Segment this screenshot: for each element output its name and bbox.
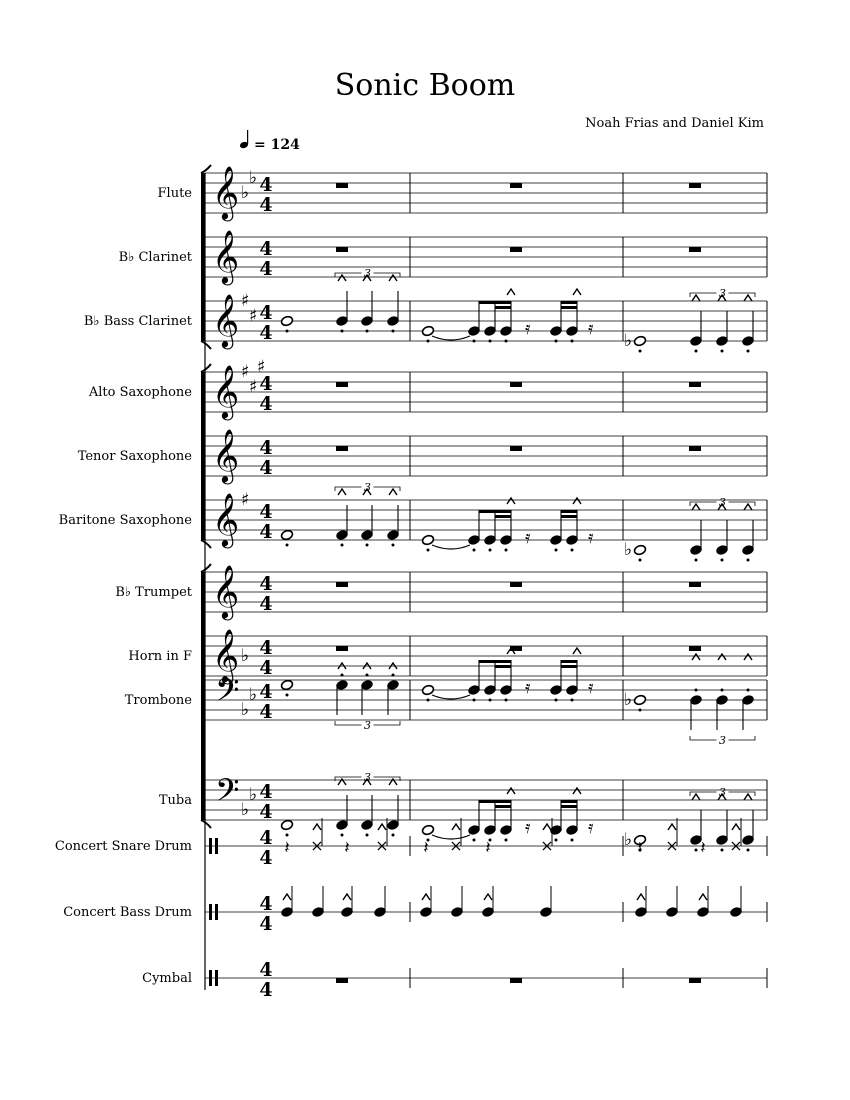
time-signature-top: 4	[259, 681, 273, 703]
whole-rest	[336, 247, 348, 252]
time-signature	[259, 959, 272, 1001]
time-signature	[259, 827, 272, 869]
staccato-dot	[286, 544, 289, 547]
time-signature-top: 4	[259, 501, 273, 523]
sixteenth-rest-icon: 𝄿	[588, 318, 594, 339]
perc-clef-bar	[215, 904, 218, 920]
staccato-dot	[341, 834, 344, 837]
staccato-dot	[747, 559, 750, 562]
marcato-accent	[718, 654, 726, 660]
marcato-accent	[744, 504, 752, 510]
staccato-dot	[505, 549, 508, 552]
time-signature	[259, 437, 272, 479]
marcato-accent	[543, 824, 551, 830]
sixteenth-rest-icon: 𝄿	[588, 527, 594, 548]
instrument-name: B♭ Trumpet	[115, 585, 192, 600]
sharp-icon: ♯	[257, 357, 266, 377]
sharp-icon: ♯	[241, 362, 250, 382]
staccato-dot	[571, 699, 574, 702]
flat-icon: ♭	[241, 800, 250, 820]
marcato-accent	[668, 824, 676, 830]
time-signature-bottom: 4	[259, 979, 273, 1001]
beam	[495, 306, 511, 309]
time-signature	[259, 637, 272, 679]
staccato-dot	[695, 849, 698, 852]
flat-accidental-icon: ♭	[624, 540, 633, 560]
bracket-hook	[201, 341, 211, 349]
staccato-dot	[489, 549, 492, 552]
instrument-name: Tuba	[158, 793, 192, 808]
staccato-dot	[505, 699, 508, 702]
time-signature-bottom: 4	[259, 657, 273, 679]
marcato-accent	[338, 275, 346, 281]
tuplet-number: 3	[719, 287, 726, 300]
marcato-accent	[343, 894, 351, 900]
staff-4-lines	[205, 436, 767, 476]
beam	[561, 800, 577, 803]
flat-accidental-icon: ♭	[624, 690, 633, 710]
marcato-accent	[637, 894, 645, 900]
time-signature-top: 4	[259, 302, 273, 324]
marcato-accent	[422, 894, 430, 900]
tempo-mark	[239, 130, 300, 153]
bracket-hook	[201, 540, 211, 548]
snare-x-notehead: ×	[729, 836, 743, 855]
time-signature-bottom: 4	[259, 847, 273, 869]
staccato-dot	[341, 544, 344, 547]
flat-icon: ♭	[249, 168, 258, 188]
tuplet-number: 3	[364, 719, 371, 732]
whole-rest	[689, 247, 701, 252]
beam	[479, 301, 511, 304]
half-note-head	[280, 529, 293, 541]
beam	[495, 805, 511, 808]
whole-rest	[510, 446, 522, 451]
beam	[495, 665, 511, 668]
sharp-icon: ♯	[241, 291, 250, 311]
staccato-dot	[555, 340, 558, 343]
marcato-accent	[507, 498, 515, 504]
staccato-dot	[392, 834, 395, 837]
staccato-dot	[505, 340, 508, 343]
bracket-hook	[201, 564, 211, 572]
time-signature-top: 4	[259, 781, 273, 803]
whole-rest	[510, 978, 522, 983]
marcato-accent	[507, 788, 515, 794]
sharp-icon: ♯	[249, 306, 258, 326]
staccato-dot	[392, 330, 395, 333]
instrument-name: Cymbal	[142, 971, 192, 986]
time-signature	[259, 893, 272, 935]
whole-rest	[510, 247, 522, 252]
tie	[432, 545, 470, 549]
flat-icon: ♭	[249, 785, 258, 805]
instrument-name: Tenor Saxophone	[77, 449, 192, 464]
tuplet-number: 3	[364, 771, 371, 784]
staccato-dot	[555, 699, 558, 702]
tuplet-number: 3	[719, 496, 726, 509]
staccato-dot	[639, 559, 642, 562]
time-signature-bottom: 4	[259, 593, 273, 615]
time-signature-top: 4	[259, 437, 273, 459]
half-note-head	[280, 679, 293, 691]
treble-clef-icon: 𝄞	[212, 492, 240, 546]
beam	[561, 805, 577, 808]
time-signature-bottom: 4	[259, 393, 273, 415]
instrument-name: Concert Snare Drum	[54, 839, 192, 854]
tuplet-number: 3	[719, 786, 726, 799]
tie	[432, 336, 470, 340]
instrument-name: Flute	[157, 186, 192, 201]
marcato-accent	[389, 489, 397, 495]
staccato-dot	[571, 549, 574, 552]
staccato-dot	[341, 674, 344, 677]
staccato-dot	[473, 340, 476, 343]
staff-1-lines	[205, 237, 767, 277]
staccato-dot	[489, 340, 492, 343]
snare-x-notehead: ×	[665, 836, 679, 855]
half-note-head	[633, 694, 646, 706]
whole-rest	[510, 382, 522, 387]
treble-clef-icon: 𝄞	[212, 165, 240, 219]
snare-x-notehead: ×	[310, 836, 324, 855]
snare-x-notehead: ×	[449, 836, 463, 855]
beam	[495, 515, 511, 518]
whole-rest	[510, 582, 522, 587]
instrument-name: B♭ Clarinet	[118, 250, 192, 265]
staccato-dot	[639, 350, 642, 353]
half-note-head	[421, 824, 434, 836]
score-title: Sonic Boom	[334, 68, 516, 103]
time-signature-top: 4	[259, 373, 273, 395]
sixteenth-rest-icon: 𝄿	[525, 527, 531, 548]
marcato-accent	[699, 894, 707, 900]
whole-rest	[336, 446, 348, 451]
flat-icon: ♭	[241, 646, 250, 666]
staccato-dot	[427, 340, 430, 343]
marcato-accent	[452, 824, 460, 830]
staccato-dot	[286, 834, 289, 837]
whole-rest	[336, 646, 348, 651]
staff-7-lines	[205, 636, 767, 676]
time-signature-top: 4	[259, 573, 273, 595]
sharp-icon: ♯	[241, 490, 250, 510]
whole-rest	[689, 646, 701, 651]
instrument-name: Concert Bass Drum	[63, 905, 192, 920]
time-signature	[259, 501, 272, 543]
whole-rest	[510, 183, 522, 188]
bass-clef-icon: 𝄢	[215, 672, 240, 716]
staccato-dot	[427, 699, 430, 702]
flat-icon: ♭	[241, 700, 250, 720]
whole-rest	[689, 183, 701, 188]
tuplet-bracket	[335, 719, 400, 732]
half-note-head	[280, 819, 293, 831]
time-signature	[259, 573, 272, 615]
instrument-name: B♭ Bass Clarinet	[83, 314, 192, 329]
staccato-dot	[341, 330, 344, 333]
time-signature	[259, 174, 272, 216]
quarter-rest-icon: 𝄽	[423, 838, 429, 858]
staccato-dot	[392, 674, 395, 677]
sixteenth-rest-icon: 𝄿	[588, 817, 594, 838]
instrument-name: Baritone Saxophone	[58, 513, 192, 528]
marcato-accent	[313, 824, 321, 830]
staccato-dot	[555, 549, 558, 552]
half-note-head	[421, 684, 434, 696]
staccato-dot	[427, 549, 430, 552]
whole-rest	[689, 446, 701, 451]
staccato-dot	[721, 350, 724, 353]
beam	[561, 665, 577, 668]
staccato-dot	[366, 544, 369, 547]
snare-x-notehead: ×	[375, 836, 389, 855]
bass-clef-icon: 𝄢	[215, 772, 240, 816]
marcato-accent	[692, 794, 700, 800]
bracket-hook	[201, 165, 211, 173]
tuplet-number: 3	[364, 481, 371, 494]
staccato-dot	[286, 694, 289, 697]
instrument-name: Horn in F	[128, 649, 192, 664]
perc-clef-bar	[209, 838, 212, 854]
staccato-dot	[473, 699, 476, 702]
staccato-dot	[747, 689, 750, 692]
half-note-head	[280, 315, 293, 327]
time-signature-top: 4	[259, 827, 273, 849]
time-signature-top: 4	[259, 637, 273, 659]
marcato-accent	[692, 295, 700, 301]
treble-clef-icon: 𝄞	[212, 293, 240, 347]
time-signature-bottom: 4	[259, 913, 273, 935]
staff-6-lines	[205, 572, 767, 612]
staff-0-lines	[205, 173, 767, 213]
staccato-dot	[747, 350, 750, 353]
tuplet-number: 3	[719, 734, 726, 747]
time-signature-bottom: 4	[259, 322, 273, 344]
tuplet-number: 3	[364, 267, 371, 280]
perc-clef-bar	[209, 970, 212, 986]
quarter-rest-icon: 𝄽	[485, 838, 491, 858]
whole-rest	[689, 382, 701, 387]
marcato-accent	[283, 894, 291, 900]
perc-clef-bar	[215, 838, 218, 854]
bracket-bar	[201, 173, 205, 341]
marcato-accent	[573, 788, 581, 794]
instrument-name: Alto Saxophone	[88, 385, 192, 400]
beam	[561, 660, 577, 663]
marcato-accent	[573, 289, 581, 295]
bracket-bar	[201, 572, 205, 820]
staccato-dot	[392, 544, 395, 547]
quarter-rest-icon: 𝄽	[344, 838, 350, 858]
staccato-dot	[721, 689, 724, 692]
marcato-accent	[744, 794, 752, 800]
time-signature-top: 4	[259, 238, 273, 260]
half-note-head	[421, 534, 434, 546]
time-signature-bottom: 4	[259, 521, 273, 543]
perc-clef-bar	[209, 904, 212, 920]
marcato-accent	[692, 654, 700, 660]
treble-clef-icon: 𝄞	[212, 628, 240, 682]
marcato-accent	[744, 654, 752, 660]
marcato-accent	[573, 648, 581, 654]
tuplet-bracket	[690, 734, 755, 747]
time-signature	[259, 781, 272, 823]
half-note-head	[633, 544, 646, 556]
marcato-accent	[484, 894, 492, 900]
staccato-dot	[571, 839, 574, 842]
half-note-head	[633, 335, 646, 347]
time-signature-bottom: 4	[259, 457, 273, 479]
staccato-dot	[286, 330, 289, 333]
marcato-accent	[338, 489, 346, 495]
time-signature-bottom: 4	[259, 801, 273, 823]
tie	[432, 695, 470, 699]
time-signature-bottom: 4	[259, 258, 273, 280]
staccato-dot	[555, 839, 558, 842]
tempo-text: = 124	[254, 137, 300, 153]
bracket-hook	[201, 820, 211, 828]
staccato-dot	[473, 549, 476, 552]
marcato-accent	[389, 275, 397, 281]
staccato-dot	[747, 849, 750, 852]
marcato-accent	[507, 289, 515, 295]
sixteenth-rest-icon: 𝄿	[525, 677, 531, 698]
staccato-dot	[505, 839, 508, 842]
snare-x-notehead: ×	[540, 836, 554, 855]
quarter-rest-icon: 𝄽	[284, 838, 290, 858]
staccato-dot	[695, 350, 698, 353]
staccato-dot	[571, 340, 574, 343]
treble-clef-icon: 𝄞	[212, 364, 240, 418]
instrument-name: Trombone	[124, 693, 192, 708]
flat-accidental-icon: ♭	[624, 830, 633, 850]
staccato-dot	[366, 330, 369, 333]
flat-accidental-icon: ♭	[624, 331, 633, 351]
treble-clef-icon: 𝄞	[212, 564, 240, 618]
sixteenth-rest-icon: 𝄿	[588, 677, 594, 698]
sharp-icon: ♯	[249, 377, 258, 397]
whole-rest	[336, 978, 348, 983]
marcato-accent	[744, 295, 752, 301]
quarter-rest-icon: 𝄽	[637, 838, 643, 858]
staff-3-lines	[205, 372, 767, 412]
time-signature-top: 4	[259, 893, 273, 915]
staccato-dot	[366, 834, 369, 837]
beam	[561, 515, 577, 518]
time-signature	[259, 238, 272, 280]
treble-clef-icon: 𝄞	[212, 428, 240, 482]
beam	[561, 301, 577, 304]
time-signature	[259, 302, 272, 344]
brass-bracket	[201, 564, 211, 828]
staccato-dot	[489, 699, 492, 702]
perc-clef-bar	[215, 970, 218, 986]
marcato-accent	[378, 824, 386, 830]
flat-icon: ♭	[249, 685, 258, 705]
time-signature	[259, 373, 272, 415]
time-signature-bottom: 4	[259, 701, 273, 723]
staccato-dot	[473, 839, 476, 842]
beam	[561, 306, 577, 309]
marcato-accent	[692, 504, 700, 510]
beam	[479, 510, 511, 513]
time-signature-top: 4	[259, 959, 273, 981]
time-signature-top: 4	[259, 174, 273, 196]
whole-rest	[336, 382, 348, 387]
sixteenth-rest-icon: 𝄿	[525, 817, 531, 838]
staccato-dot	[695, 689, 698, 692]
staccato-dot	[695, 559, 698, 562]
staccato-dot	[721, 559, 724, 562]
half-note-head	[421, 325, 434, 337]
flat-icon: ♭	[241, 183, 250, 203]
whole-rest	[336, 183, 348, 188]
whole-rest	[689, 582, 701, 587]
bracket-bar	[201, 372, 205, 540]
beam	[479, 660, 511, 663]
staccato-dot	[721, 849, 724, 852]
beam	[479, 800, 511, 803]
marcato-accent	[573, 498, 581, 504]
marcato-accent	[732, 824, 740, 830]
time-signature-bottom: 4	[259, 194, 273, 216]
quarter-rest-icon: 𝄽	[700, 838, 706, 858]
staccato-dot	[639, 709, 642, 712]
whole-rest	[689, 978, 701, 983]
whole-rest	[336, 582, 348, 587]
staccato-dot	[366, 674, 369, 677]
beam	[561, 510, 577, 513]
bracket-hook	[201, 364, 211, 372]
sixteenth-rest-icon: 𝄿	[525, 318, 531, 339]
composer-credit: Noah Frias and Daniel Kim	[585, 116, 764, 131]
time-signature	[259, 681, 272, 723]
treble-clef-icon: 𝄞	[212, 229, 240, 283]
